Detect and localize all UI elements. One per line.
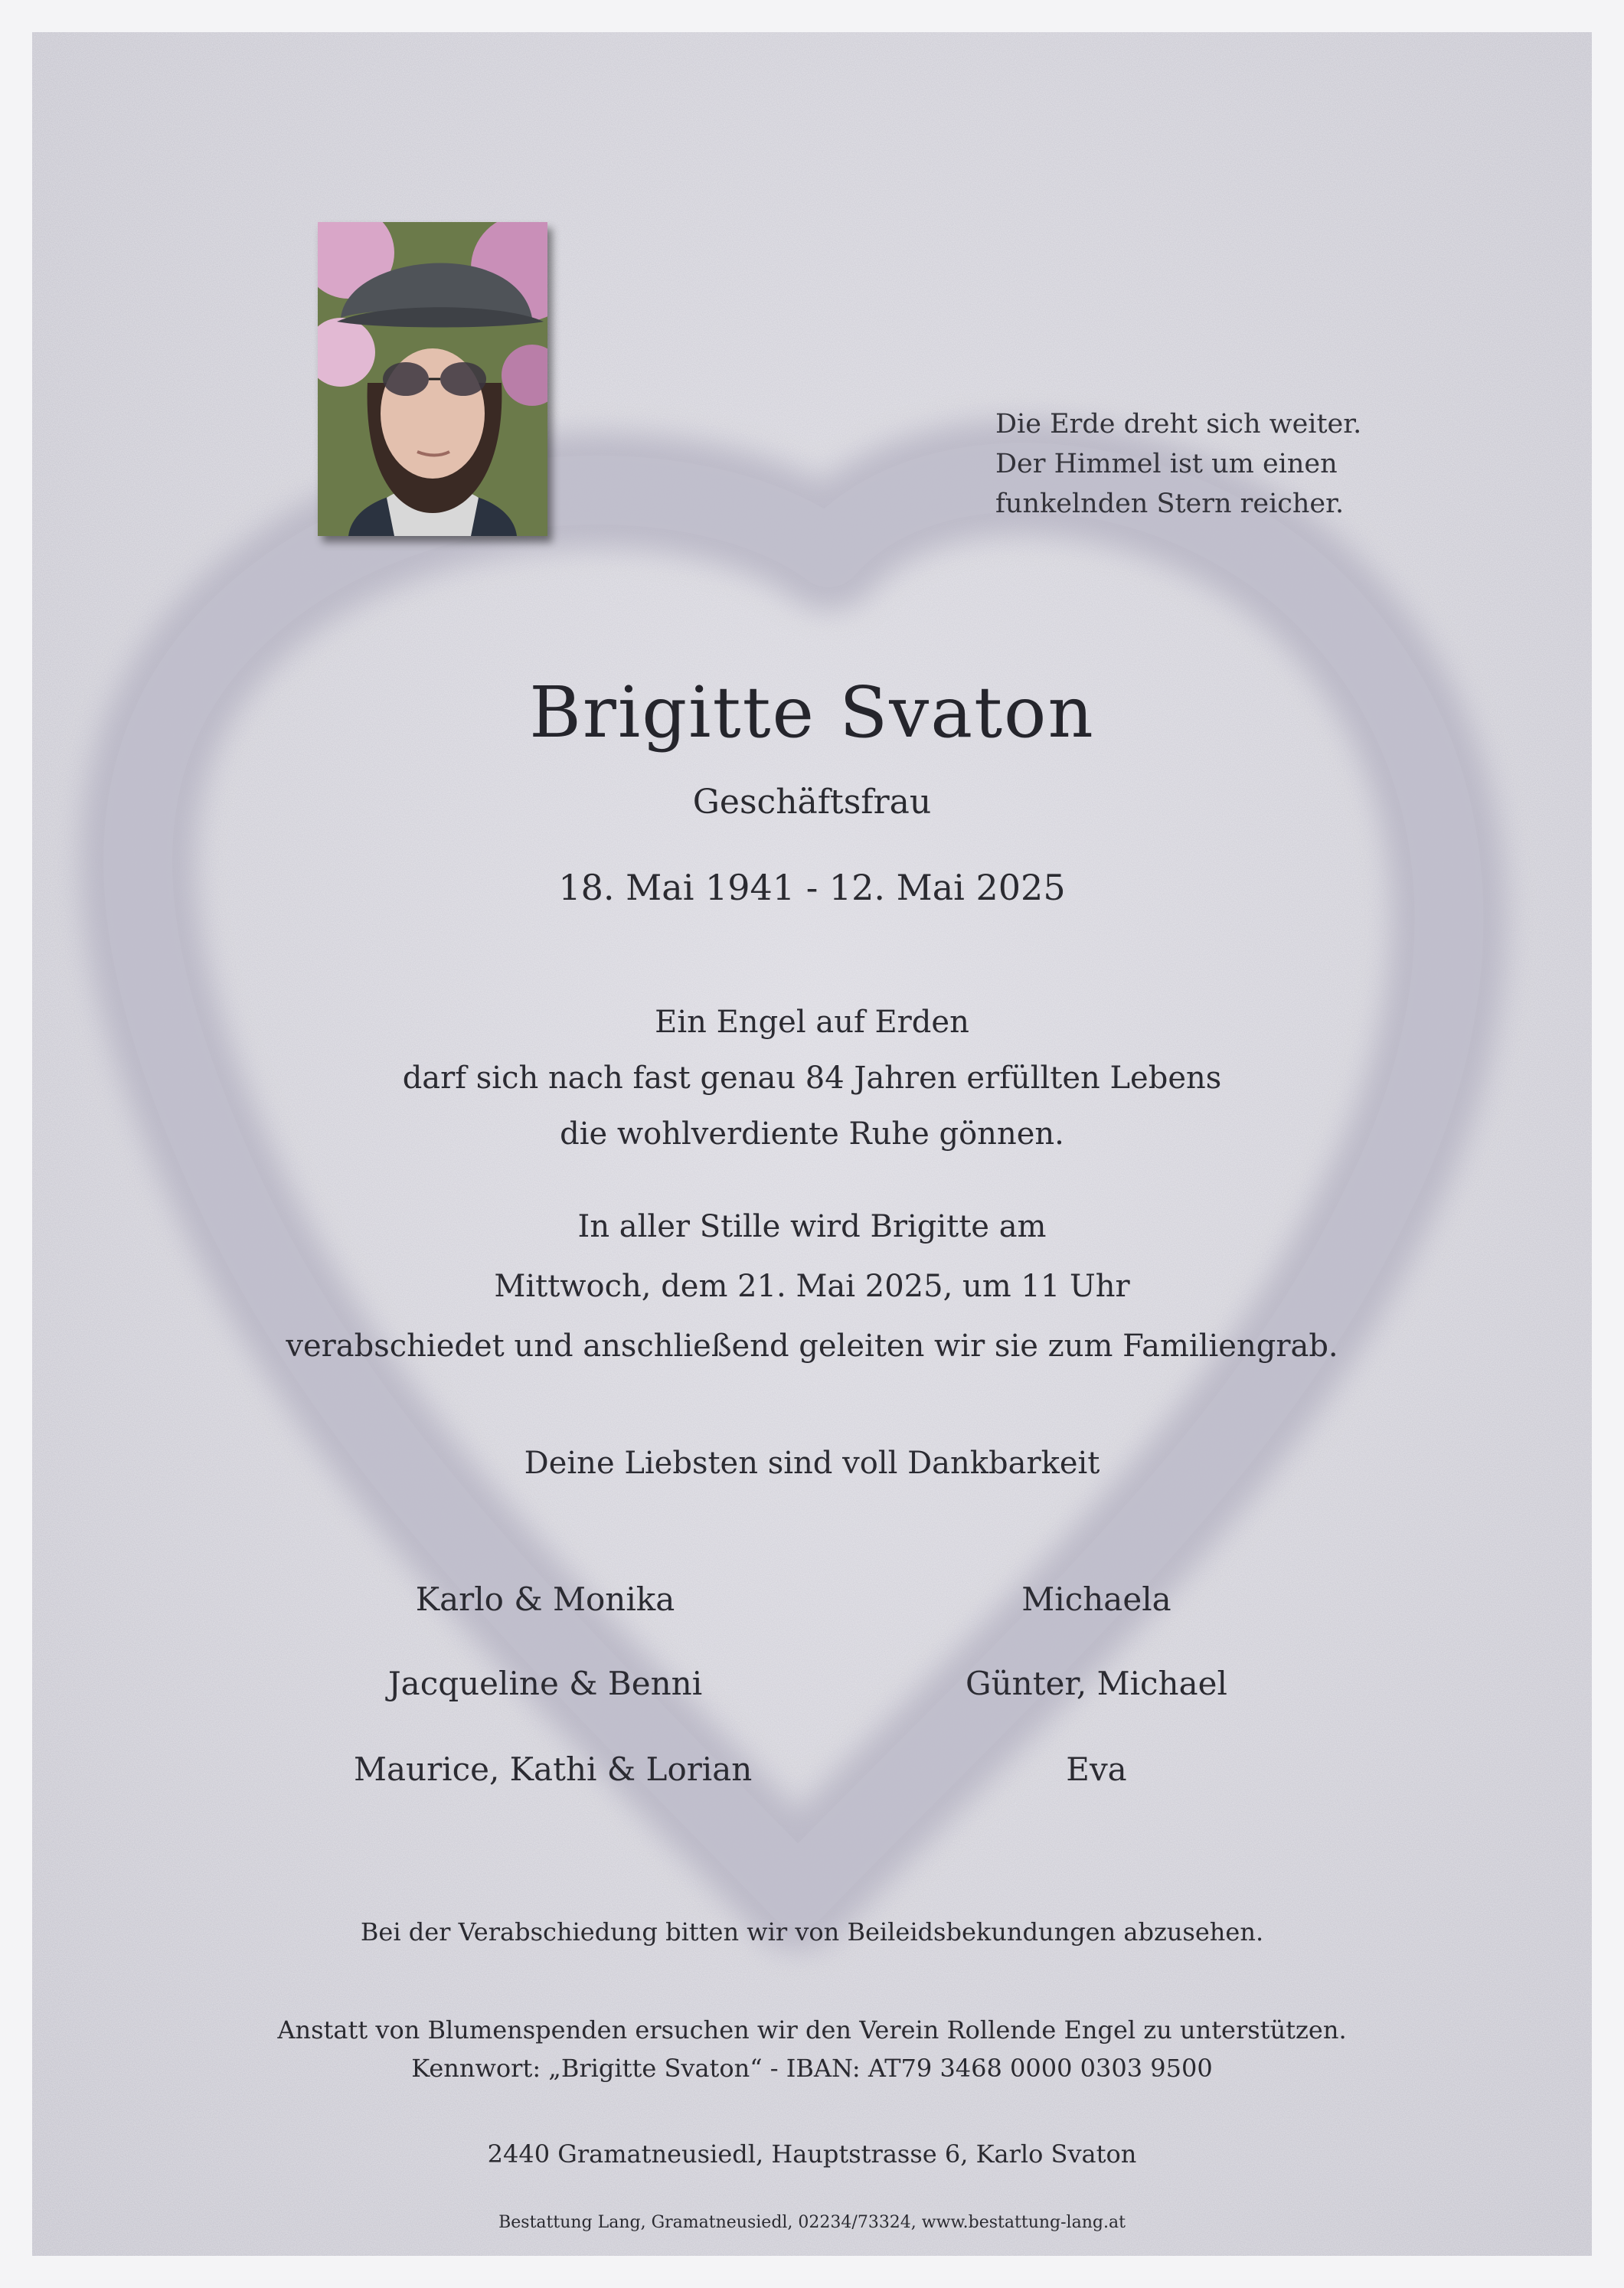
quote-line-1: Die Erde dreht sich weiter. [995, 409, 1362, 440]
undertaker-footer: Bestattung Lang, Gramatneusiedl, 02234/73324, www.bestattung-lang.at [498, 2213, 1126, 2232]
mourner-left-2: Jacqueline & Benni [387, 1665, 703, 1702]
text-para1-line3: die wohlverdiente Ruhe gönnen. [560, 1116, 1064, 1152]
text-para2-line2: Mittwoch, dem 21. Mai 2025, um 11 Uhr [494, 1269, 1130, 1304]
text-para2-line1: In aller Stille wird Brigitte am [577, 1209, 1047, 1244]
donation-note: Anstatt von Blumenspenden ersuchen wir den Verein Rollende Engel zu unterstützen. [277, 2015, 1347, 2044]
text-para2-line3: verabschiedet und anschließend geleiten wir sie zum Familiengrab. [286, 1329, 1338, 1364]
family-address: 2440 Gramatneusiedl, Hauptstrasse 6, Karlo Svaton [487, 2139, 1137, 2169]
death-notice-sheet [32, 32, 1592, 2256]
mourner-left-1: Karlo & Monika [415, 1580, 675, 1618]
quote-line-3: funkelnden Stern reicher. [995, 489, 1345, 519]
condolence-note: Bei der Verabschiedung bitten wir von Beileidsbekundungen abzusehen. [360, 1917, 1264, 1946]
text-para1-line2: darf sich nach fast genau 84 Jahren erfüllten Lebens [402, 1061, 1222, 1096]
life-dates: 18. Mai 1941 - 12. Mai 2025 [558, 867, 1066, 908]
mourner-right-2: Günter, Michael [966, 1665, 1227, 1702]
text-para1-line1: Ein Engel auf Erden [655, 1005, 969, 1040]
mourners-intro: Deine Liebsten sind voll Dankbarkeit [524, 1446, 1100, 1481]
deceased-name: Brigitte Svaton [529, 672, 1095, 753]
donation-reference: Kennwort: „Brigitte Svaton“ - IBAN: AT79 3468 0000 0303 9500 [411, 2054, 1213, 2083]
portrait-photo [318, 222, 547, 536]
deceased-occupation: Geschäftsfrau [692, 783, 932, 822]
mourner-right-1: Michaela [1021, 1580, 1171, 1618]
mourner-left-3: Maurice, Kathi & Lorian [354, 1750, 753, 1788]
quote-line-2: Der Himmel ist um einen [995, 449, 1338, 479]
mourner-right-3: Eva [1066, 1750, 1127, 1788]
